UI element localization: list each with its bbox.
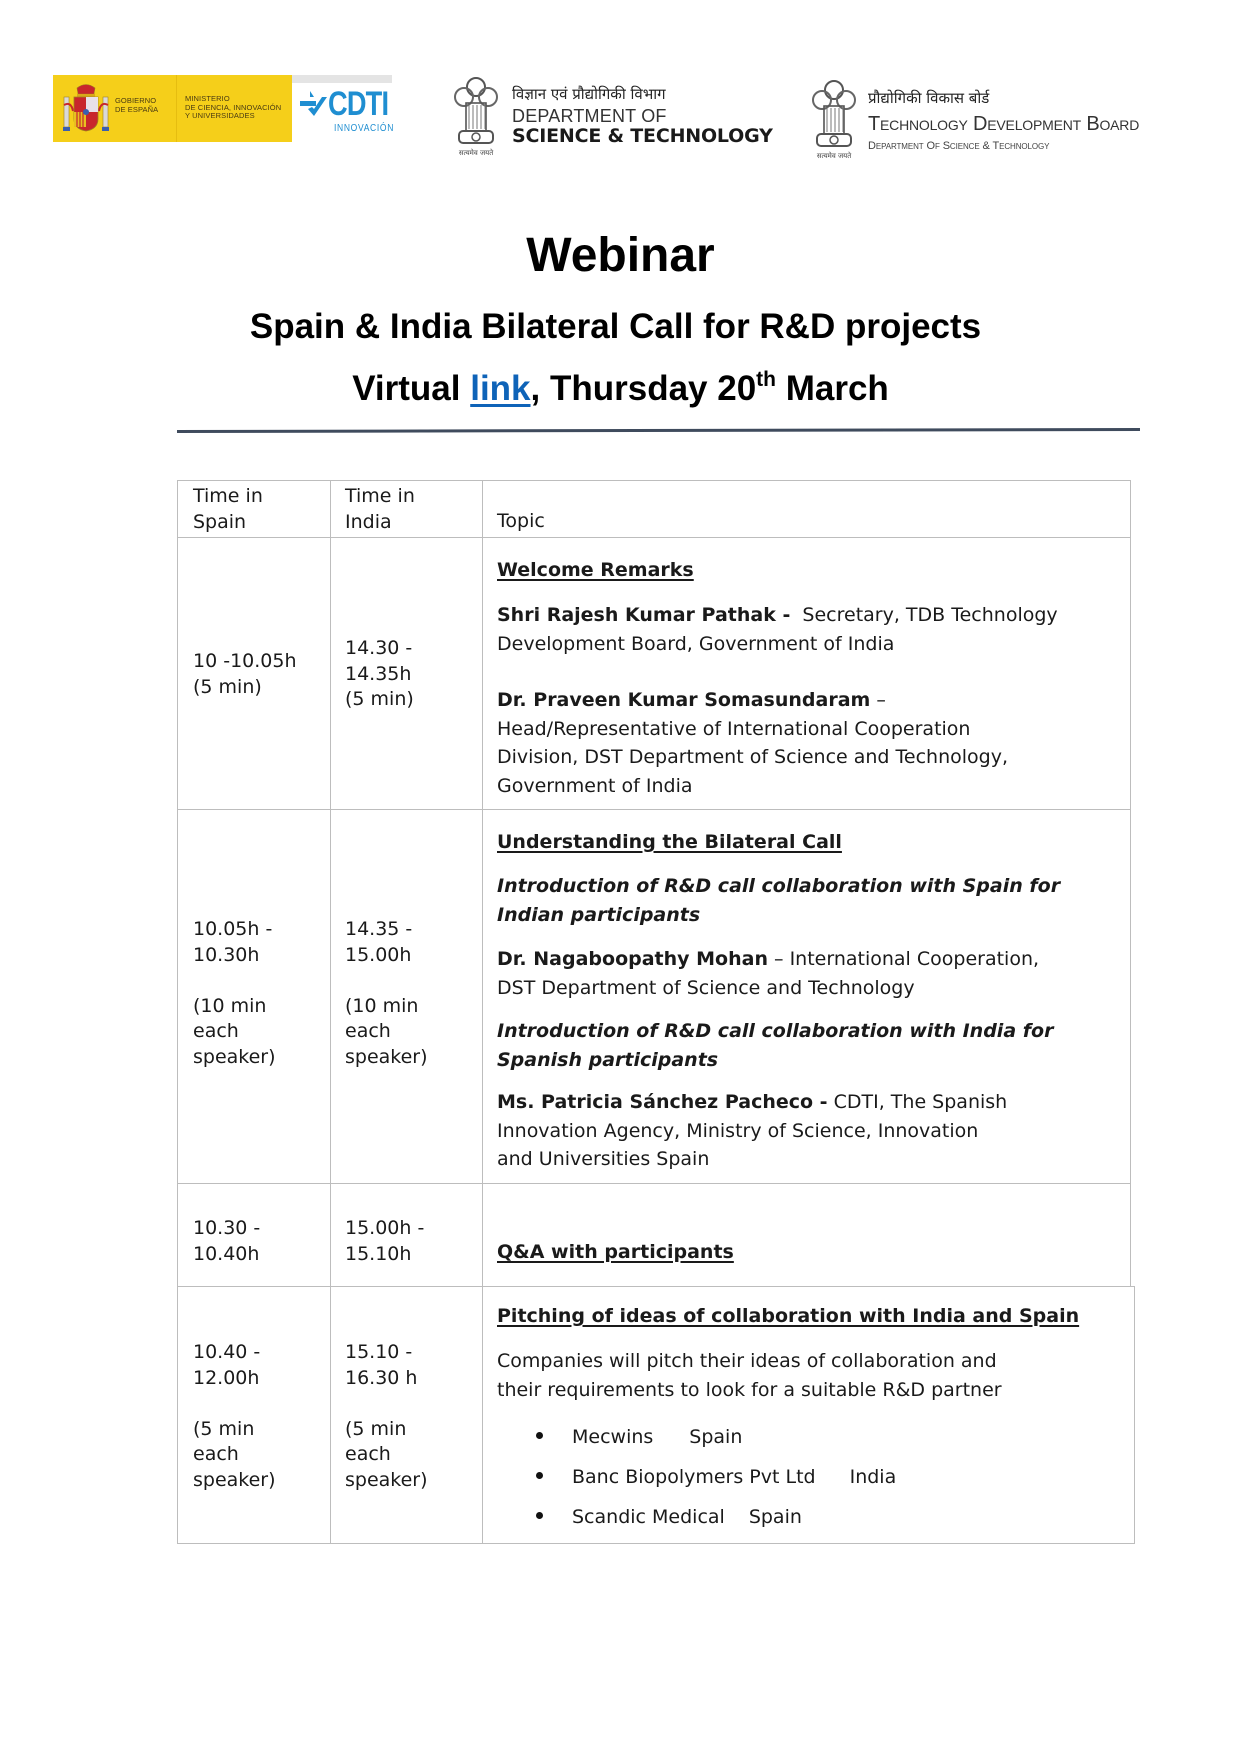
time-line: 16.30 h <box>345 1366 418 1389</box>
header-line: India <box>345 510 392 533</box>
intro-line: Introduction of R&D call collaboration with Spain for <box>497 875 1061 897</box>
date-ordinal: th <box>756 368 776 391</box>
speaker-role: – <box>870 689 886 711</box>
time-line: 10 -10.05h <box>193 650 297 672</box>
header-line: Time in <box>193 485 263 507</box>
tdb-hindi-name: प्रौद्योगिकी विकास बोर्ड <box>868 89 990 107</box>
tdb-motto: सत्यमेव जयते <box>816 152 852 160</box>
page-title: Webinar <box>526 229 715 282</box>
time-line: 15.00h - <box>345 1217 425 1239</box>
section-heading: Pitching of ideas of collaboration with India and Spain <box>497 1305 1080 1327</box>
gov-line-1: GOBIERNO <box>115 96 157 105</box>
list-item <box>536 1504 802 1530</box>
speaker-role: CDTI, The Spanish <box>827 1091 1008 1113</box>
table-border-right <box>1134 1286 1135 1544</box>
time-line: (5 min) <box>193 675 262 698</box>
time-line: 15.00h <box>345 943 412 966</box>
time-line: each <box>193 1020 239 1042</box>
dst-department-of: DEPARTMENT OF <box>512 106 667 126</box>
row1-time-spain <box>193 649 297 700</box>
time-line: 10.05h - <box>193 918 273 940</box>
row1-speaker2 <box>497 686 1008 800</box>
table-border-top <box>177 480 1131 481</box>
company-name: Mecwins <box>572 1426 654 1448</box>
time-line: 14.30 - <box>345 637 413 659</box>
bullet-icon <box>536 1432 543 1439</box>
ministry-line-2: DE CIENCIA, INNOVACIÓN <box>185 102 282 112</box>
row1-time-india <box>345 636 414 713</box>
spain-coat-of-arms-icon <box>61 83 111 135</box>
speaker-role: DST Department of Science and Technology <box>497 976 915 999</box>
description-line: their requirements to look for a suitable R&D partner <box>497 1378 1002 1401</box>
company-name: Scandic Medical <box>572 1506 725 1528</box>
time-line: 10.30h <box>193 943 260 966</box>
cdti-subtitle: INNOVACIÓN <box>334 123 395 134</box>
time-line: speaker) <box>193 1468 276 1491</box>
page-subtitle: Spain & India Bilateral Call for R&D projects <box>249 307 982 346</box>
table-border-left <box>177 480 178 1544</box>
row4-description <box>497 1347 1002 1404</box>
dst-science-technology: SCIENCE & TECHNOLOGY <box>512 125 773 147</box>
national-emblem-icon <box>810 78 858 164</box>
ministry-line-3: Y UNIVERSIDADES <box>185 111 255 120</box>
spacer <box>193 968 276 994</box>
time-line: 14.35 - <box>345 918 413 940</box>
spacer <box>193 1391 276 1417</box>
row3-time-spain <box>193 1216 260 1267</box>
description-line: Companies will pitch their ideas of collaboration and <box>497 1350 997 1372</box>
speaker-name: Dr. Nagaboopathy Mohan <box>497 948 768 970</box>
speaker-name: Dr. Praveen Kumar Somasundaram <box>497 689 871 711</box>
table-row-divider <box>177 1183 1131 1184</box>
speaker-name: Ms. Patricia Sánchez Pacheco - <box>497 1091 828 1113</box>
row1-speaker1 <box>497 601 1058 658</box>
list-item <box>536 1424 742 1450</box>
intro-line: Spanish participants <box>497 1048 719 1071</box>
tdb-name: Technology Development Board <box>868 113 1140 135</box>
row2-speaker2 <box>497 1088 1007 1174</box>
time-line: 15.10h <box>345 1242 412 1265</box>
time-line: (5 min <box>193 1417 255 1440</box>
row1-heading <box>497 556 694 585</box>
time-line: each <box>345 1443 391 1465</box>
row2-speaker1 <box>497 945 1039 1002</box>
time-line: speaker) <box>345 1045 428 1068</box>
header-line: Time in <box>345 485 415 507</box>
speaker-role: Government of India <box>497 774 693 797</box>
cdti-top-strip <box>292 75 392 83</box>
ministry-line-1: MINISTERIO <box>185 94 230 103</box>
row3-heading <box>497 1238 734 1267</box>
row2-intro-india <box>497 1017 1053 1074</box>
row2-time-india <box>345 917 428 1070</box>
header-line: Spain <box>193 510 247 533</box>
gobierno-de-espana-text <box>115 97 158 114</box>
company-name: Banc Biopolymers Pvt Ltd <box>572 1466 816 1488</box>
speaker-role: Development Board, Government of India <box>497 632 895 655</box>
time-line: (10 min <box>345 994 419 1017</box>
cdti-check-icon <box>300 89 328 119</box>
table-col-divider <box>482 480 483 1544</box>
gov-line-2: DE ESPAÑA <box>115 104 159 114</box>
header-time-spain <box>193 484 263 535</box>
section-heading: Welcome Remarks <box>497 559 694 581</box>
bullet-icon <box>536 1512 543 1519</box>
table-row-divider <box>177 1286 1135 1287</box>
row4-time-india <box>345 1340 428 1493</box>
table-row-divider <box>177 537 1131 538</box>
company-country: Spain <box>748 1506 802 1528</box>
company-country: Spain <box>689 1426 743 1448</box>
row2-intro-spain <box>497 872 1060 929</box>
speaker-role: Head/Representative of International Cooperation <box>497 717 971 740</box>
table-col-divider <box>330 480 331 1544</box>
table-border-bottom <box>177 1543 1135 1544</box>
speaker-name: Shri Rajesh Kumar Pathak - <box>497 604 791 626</box>
dst-motto: सत्यमेव जयते <box>458 149 494 157</box>
virtual-link[interactable]: link <box>470 369 531 408</box>
intro-line: Introduction of R&D call collaboration with India for <box>497 1020 1054 1042</box>
dst-hindi-name: विज्ञान एवं प्रौद्योगिकी विभाग <box>512 85 666 103</box>
logo-divider <box>176 75 177 142</box>
header-time-india <box>345 484 415 535</box>
time-line: 10.40h <box>193 1242 260 1265</box>
time-line: 15.10 - <box>345 1341 413 1363</box>
national-emblem-icon <box>452 75 500 161</box>
time-line: 10.40 - <box>193 1341 261 1363</box>
row4-heading <box>497 1302 1079 1331</box>
time-line: 12.00h <box>193 1366 260 1389</box>
speaker-role: Division, DST Department of Science and Technology, <box>497 746 1009 768</box>
speaker-role: – International Cooperation, <box>767 948 1040 970</box>
row2-heading <box>497 828 842 857</box>
spacer <box>345 968 428 994</box>
spacer <box>345 1391 428 1417</box>
section-heading: Q&A with participants <box>497 1241 734 1263</box>
list-item <box>536 1464 896 1490</box>
speaker-role: Innovation Agency, Ministry of Science, Innovation <box>497 1119 979 1142</box>
time-line: speaker) <box>345 1468 428 1491</box>
time-line: 14.35h <box>345 662 412 685</box>
table-row-divider <box>177 809 1131 810</box>
header-topic: Topic <box>497 510 545 532</box>
ministry-text <box>185 95 281 121</box>
event-date-line <box>0 368 1241 410</box>
cdti-wordmark: CDTI <box>328 85 389 123</box>
time-line: (5 min <box>345 1417 407 1440</box>
row4-time-spain <box>193 1340 276 1493</box>
date-prefix: Virtual <box>352 369 471 408</box>
time-line: 10.30 - <box>193 1217 261 1239</box>
time-line: (5 min) <box>345 688 414 710</box>
time-line: speaker) <box>193 1045 276 1068</box>
date-month: March <box>775 369 889 408</box>
cdti-logo <box>292 75 395 142</box>
spain-government-logo <box>53 75 292 142</box>
title-divider <box>177 428 1140 433</box>
row2-time-spain <box>193 917 276 1070</box>
time-line: (10 min <box>193 994 267 1017</box>
tdb-department: Department Of Science & Technology <box>868 140 1050 152</box>
speaker-role: and Universities Spain <box>497 1148 710 1170</box>
table-border-right <box>1130 480 1131 1286</box>
company-country: India <box>849 1466 897 1488</box>
row3-time-india <box>345 1216 424 1267</box>
time-line: each <box>345 1020 391 1042</box>
time-line: each <box>193 1443 239 1465</box>
bullet-icon <box>536 1472 543 1479</box>
speaker-role: Secretary, TDB Technology <box>790 604 1058 626</box>
section-heading: Understanding the Bilateral Call <box>497 831 842 853</box>
date-text: , Thursday 20 <box>530 369 757 408</box>
intro-line: Indian participants <box>497 903 701 926</box>
